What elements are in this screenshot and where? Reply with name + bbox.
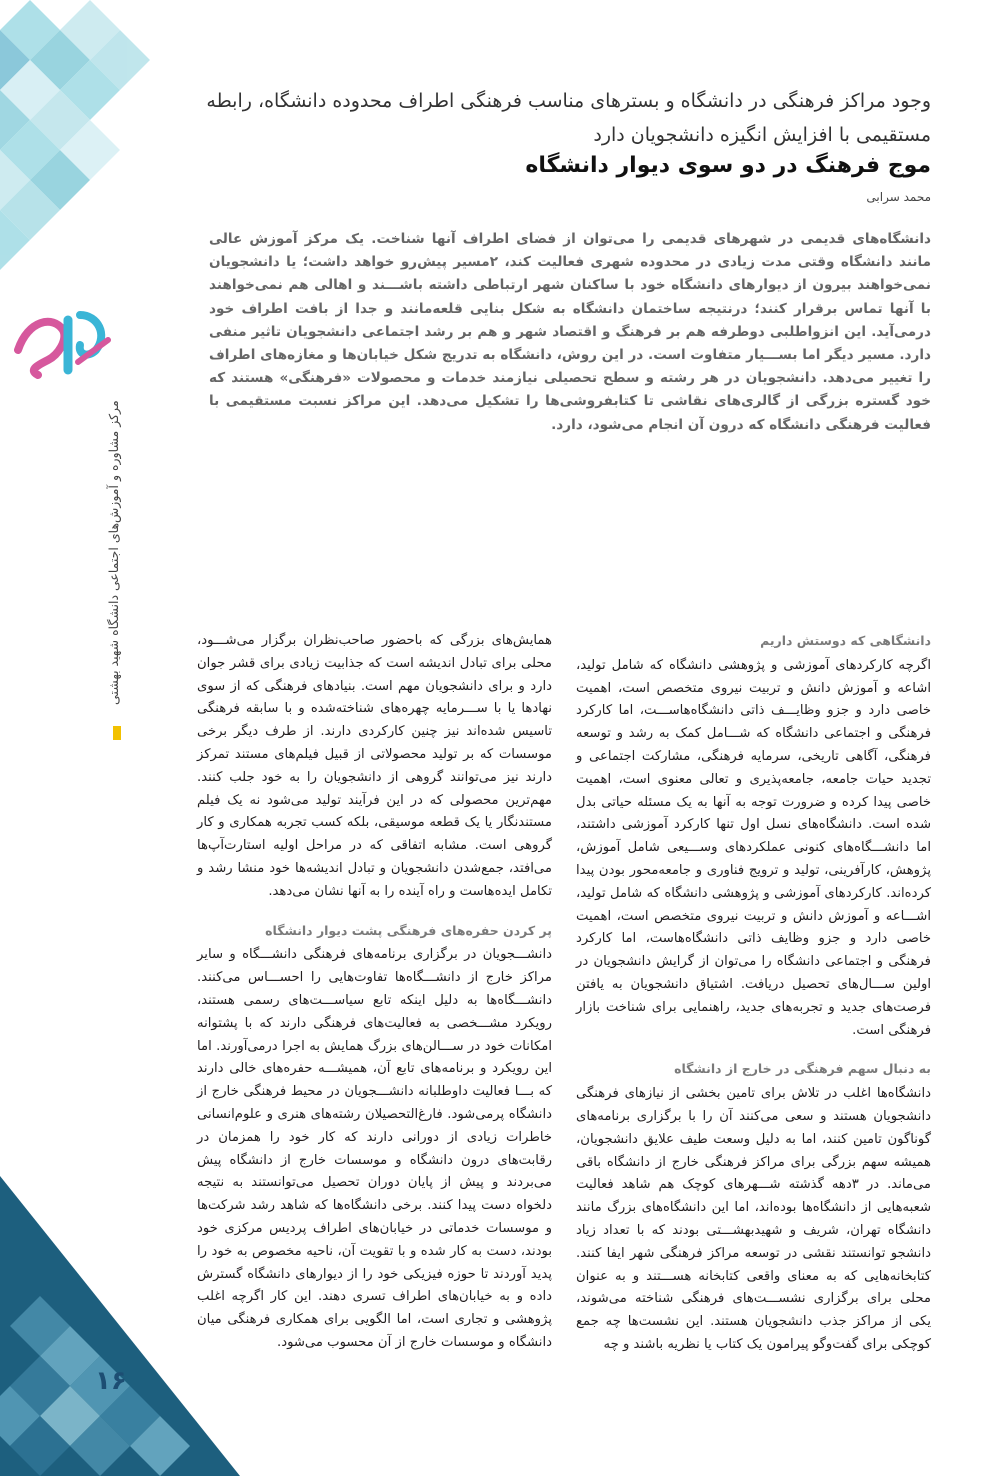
section-paragraph: اگرچه کارکردهای آموزشی و پژوهشی دانشگاه که شامل تولید، اشاعه و آموزش دانش و تربیت نیروی متخصص است، اهمیت خاصی دارد و جزو وظایـــف ذاتی دانشگاه‌هاســـت، اما کارکرد فرهنگی و اجتماعی دانشگاه که شـــامل کمک به رشد و توسعه فرهنگی، آگاهی تاریخی، سرمایه فرهنگی، مشارکت اجتماعی و تجدید حیات جامعه، جامعه‌پذیری و تعالی معنوی است، اهمیت خاصی پیدا کرده و ضرورت توجه به آنها به یک مسئله حیاتی بدل شده است. دانشگاه‌های نسل اول تنها کارکرد آموزشی داشتند، اما دانشـــگاه‌های کنونی عملکردهای وســـیعی شامل آموزش، پژوهش، کارآفرینی، تولید و ترویج فناوری و جامعه‌محور بودن پیدا کرده‌اند. کارکردهای آموزشی و پژوهشی دانشگاه که شامل تولید، اشـــاعه و آموزش دانش و تربیت نیروی متخصص است، اهمیت خاصی دارد و جزو وظایف ذاتی دانشگاه‌هاست، اما کارکرد فرهنگی و اجتماعی دانشگاه را می‌توان از گرایش دانشجویان در اولین ســـال‌های تحصیل دریافت. اشتیاق دانشجویان به یافتن فرصت‌های جدید و تجربه‌های جدید، راهنمایی برای شناخت بازار فرهنگی است.	[576, 657, 931, 1038]
article-author: محمد سرابی	[866, 190, 931, 204]
article-lead: وجود مراکز فرهنگی در دانشگاه و بسترهای مناسب فرهنگی اطراف محدوده دانشگاه، رابطه مستقیمی با افزایش انگیزه دانشجویان دارد	[206, 90, 931, 146]
section-heading: دانشگاهی که دوستش داریم	[760, 633, 931, 648]
article-title: موج فرهنگ در دو سوی دیوار دانشگاه	[525, 153, 931, 178]
decorative-tiles-top	[0, 0, 150, 270]
section-paragraph: دانشگاه‌ها اغلب در تلاش برای تامین بخشی از نیازهای فرهنگی دانشجویان هستند و سعی می‌کنند آن را با برگزاری برنامه‌های گوناگون تامین کنند، اما به دلیل وسعت طیف علایق دانشجویان، همیشه سهم بزرگی برای مراکز فرهنگی خارج از دانشگاه باقی می‌ماند. در ۳دهه گذشته شـــهرهای کوچک هم شاهد فعالیت شعبه‌هایی از دانشگاه‌ها بوده‌اند، اما این دانشگاه‌های بزرگ مانند دانشگاه تهران، شریف و شهیدبهشـــتی بودند که با تعداد زیاد دانشجو توانستند نقشی در توسعه مراکز فرهنگی شهر ایفا کنند. کتابخانه‌هایی که به معنای واقعی کتابخانه هســـتند و به عنوان محلی برای برگزاری نشســـت‌های فرهنگی شناخته می‌شوند، یکی از مراکز جذب دانشجویان هستند. این نشست‌ها چه جمع کوچکی برای گفت‌وگو پیرامون یک کتاب یا نظریه باشند و چه	[576, 1086, 931, 1352]
yellow-marker	[113, 726, 121, 740]
section-heading: پر کردن حفره‌های فرهنگی پشت دیوار دانشگاه	[265, 922, 552, 938]
column-left	[197, 630, 552, 1371]
page-number: ۱۶	[95, 1366, 127, 1396]
column-right	[576, 630, 931, 1373]
section-paragraph: دانشـــجویان در برگزاری برنامه‌های فرهنگی دانشـــگاه و سایر مراکز خارج از دانشـــگاه‌ها تفاوت‌هایی را احســـاس می‌کنند. دانشـــگاه‌ها به دلیل اینکه تابع سیاســـت‌های رسمی هستند، رویکرد مشـــخصی به فعالیت‌های فرهنگی دارند که با پشتوانه امکانات خود در ســـالن‌های بزرگ همایش به اجرا درمی‌آورند. اما این رویکرد و برنامه‌های تابع آن، همیشـــه حفره‌های خالی دارند که بـــا فعالیت داوطلبانه دانشـــجویان در محیط فرهنگی خارج از دانشگاه پرمی‌شود. فارغ‌التحصیلان رشته‌های هنری و علوم‌انسانی خاطرات زیادی از دورانی دارند که کار خود را همزمان در رقابت‌های درون دانشگاه و موسسات خارج از دانشگاه پیش می‌بردند و پیش از پایان دوران تحصیل می‌توانستند به نتیجه دلخواه دست پیدا کنند. برخی دانشگاه‌ها که شاهد رشد شرکت‌ها و موسسات خدماتی در خیابان‌های اطراف پردیس مرکزی خود بودند، دست به کار شده و با تقویت آن، ناحیه مخصوص به خود را پدید آوردند تا حوزه فیزیکی خود را از دیوارهای دانشگاه گسترش داده و به خیابان‌های اطراف تسری دهند. این کار اگرچه اغلب پژوهشی و تجاری است، اما الگویی برای همکاری فرهنگی میان دانشگاه و موسسات خارج از آن محسوب می‌شود.	[197, 947, 552, 1350]
sidebar-vertical-text: مرکز مشاوره و آموزش‌های اجتماعی دانشگاه شهید بهشتی	[106, 400, 121, 705]
magazine-logo	[8, 300, 116, 380]
section-paragraph: همایش‌های بزرگی که باحضور صاحب‌نظران برگزار می‌شـــود، محلی برای تبادل اندیشه است که جذابیت زیادی برای قشر جوان دارد و برای دانشجویان مهم است. بنیادهای فرهنگی که از سوی نهادها یا با ســـرمایه چهره‌های شناخته‌شده و با سابقه فرهنگی تاسیس شده‌اند نیز چنین کارکردی دارند. از طرف دیگر برخی موسسات که بر تولید محصولاتی از قبیل فیلم‌های مستند تمرکز دارند نیز می‌توانند گروهی از دانشجویان را به خود جلب کنند. مهم‌ترین محصولی که در این فرآیند تولید می‌شود نه یک فیلم مستندنگار یا یک قطعه موسیقی، بلکه کسب تجربه همکاری و کار گروهی است. مشابه اتفاقی که در مراحل اولیه استارت‌آپ‌ها می‌افتد، جمع‌شدن دانشجویان و تبادل اندیشه‌ها خود منشا رشد و تکامل ایده‌هاست و راه آینده را به آنها نشان می‌دهد.	[197, 633, 552, 899]
decorative-tiles-bottom	[0, 1176, 240, 1476]
article-abstract: دانشگاه‌های قدیمی در شهرهای قدیمی را می‌توان از فضای اطراف آنها شناخت. یک مرکز آموزش عالی مانند دانشگاه وقتی مدت زیادی در محدوده شهری فعالیت کند، ۲مسیر پیش‌رو خواهد داشت؛ یا دانشجویان نمی‌خواهند بیرون از دیوارهای دانشگاه خود با ساکنان شهر ارتباطی داشته باشـــند و اهالی هم نمی‌خواهند با آنها تماس برقرار کنند؛ درنتیجه ساختمان دانشگاه به شکل بنایی قلعه‌مانند و جدا از بافت اطراف خود درمی‌آید. این انزواطلبی دوطرفه هم بر فرهنگ و اقتصاد شهر و هم بر رشد اجتماعی دانشجویان تاثیر منفی دارد. مسیر دیگر اما بســـیار متفاوت است. در این روش، دانشگاه به تدریج شکل خیابان‌ها و مغازه‌های اطراف را تغییر می‌دهد. دانشجویان در هر رشته و سطح تحصیلی نیازمند خدمات و محصولات «فرهنگی» هستند که خود گستره بزرگی از گالری‌های نقاشی تا کتابفروشی‌ها را تشکیل می‌دهد. این مراکز نسبت مستقیمی با فعالیت فرهنگی دانشگاه که درون آن انجام می‌شود، دارد.	[209, 231, 932, 433]
section-heading: به دنبال سهم فرهنگی در خارج از دانشگاه	[674, 1061, 931, 1077]
